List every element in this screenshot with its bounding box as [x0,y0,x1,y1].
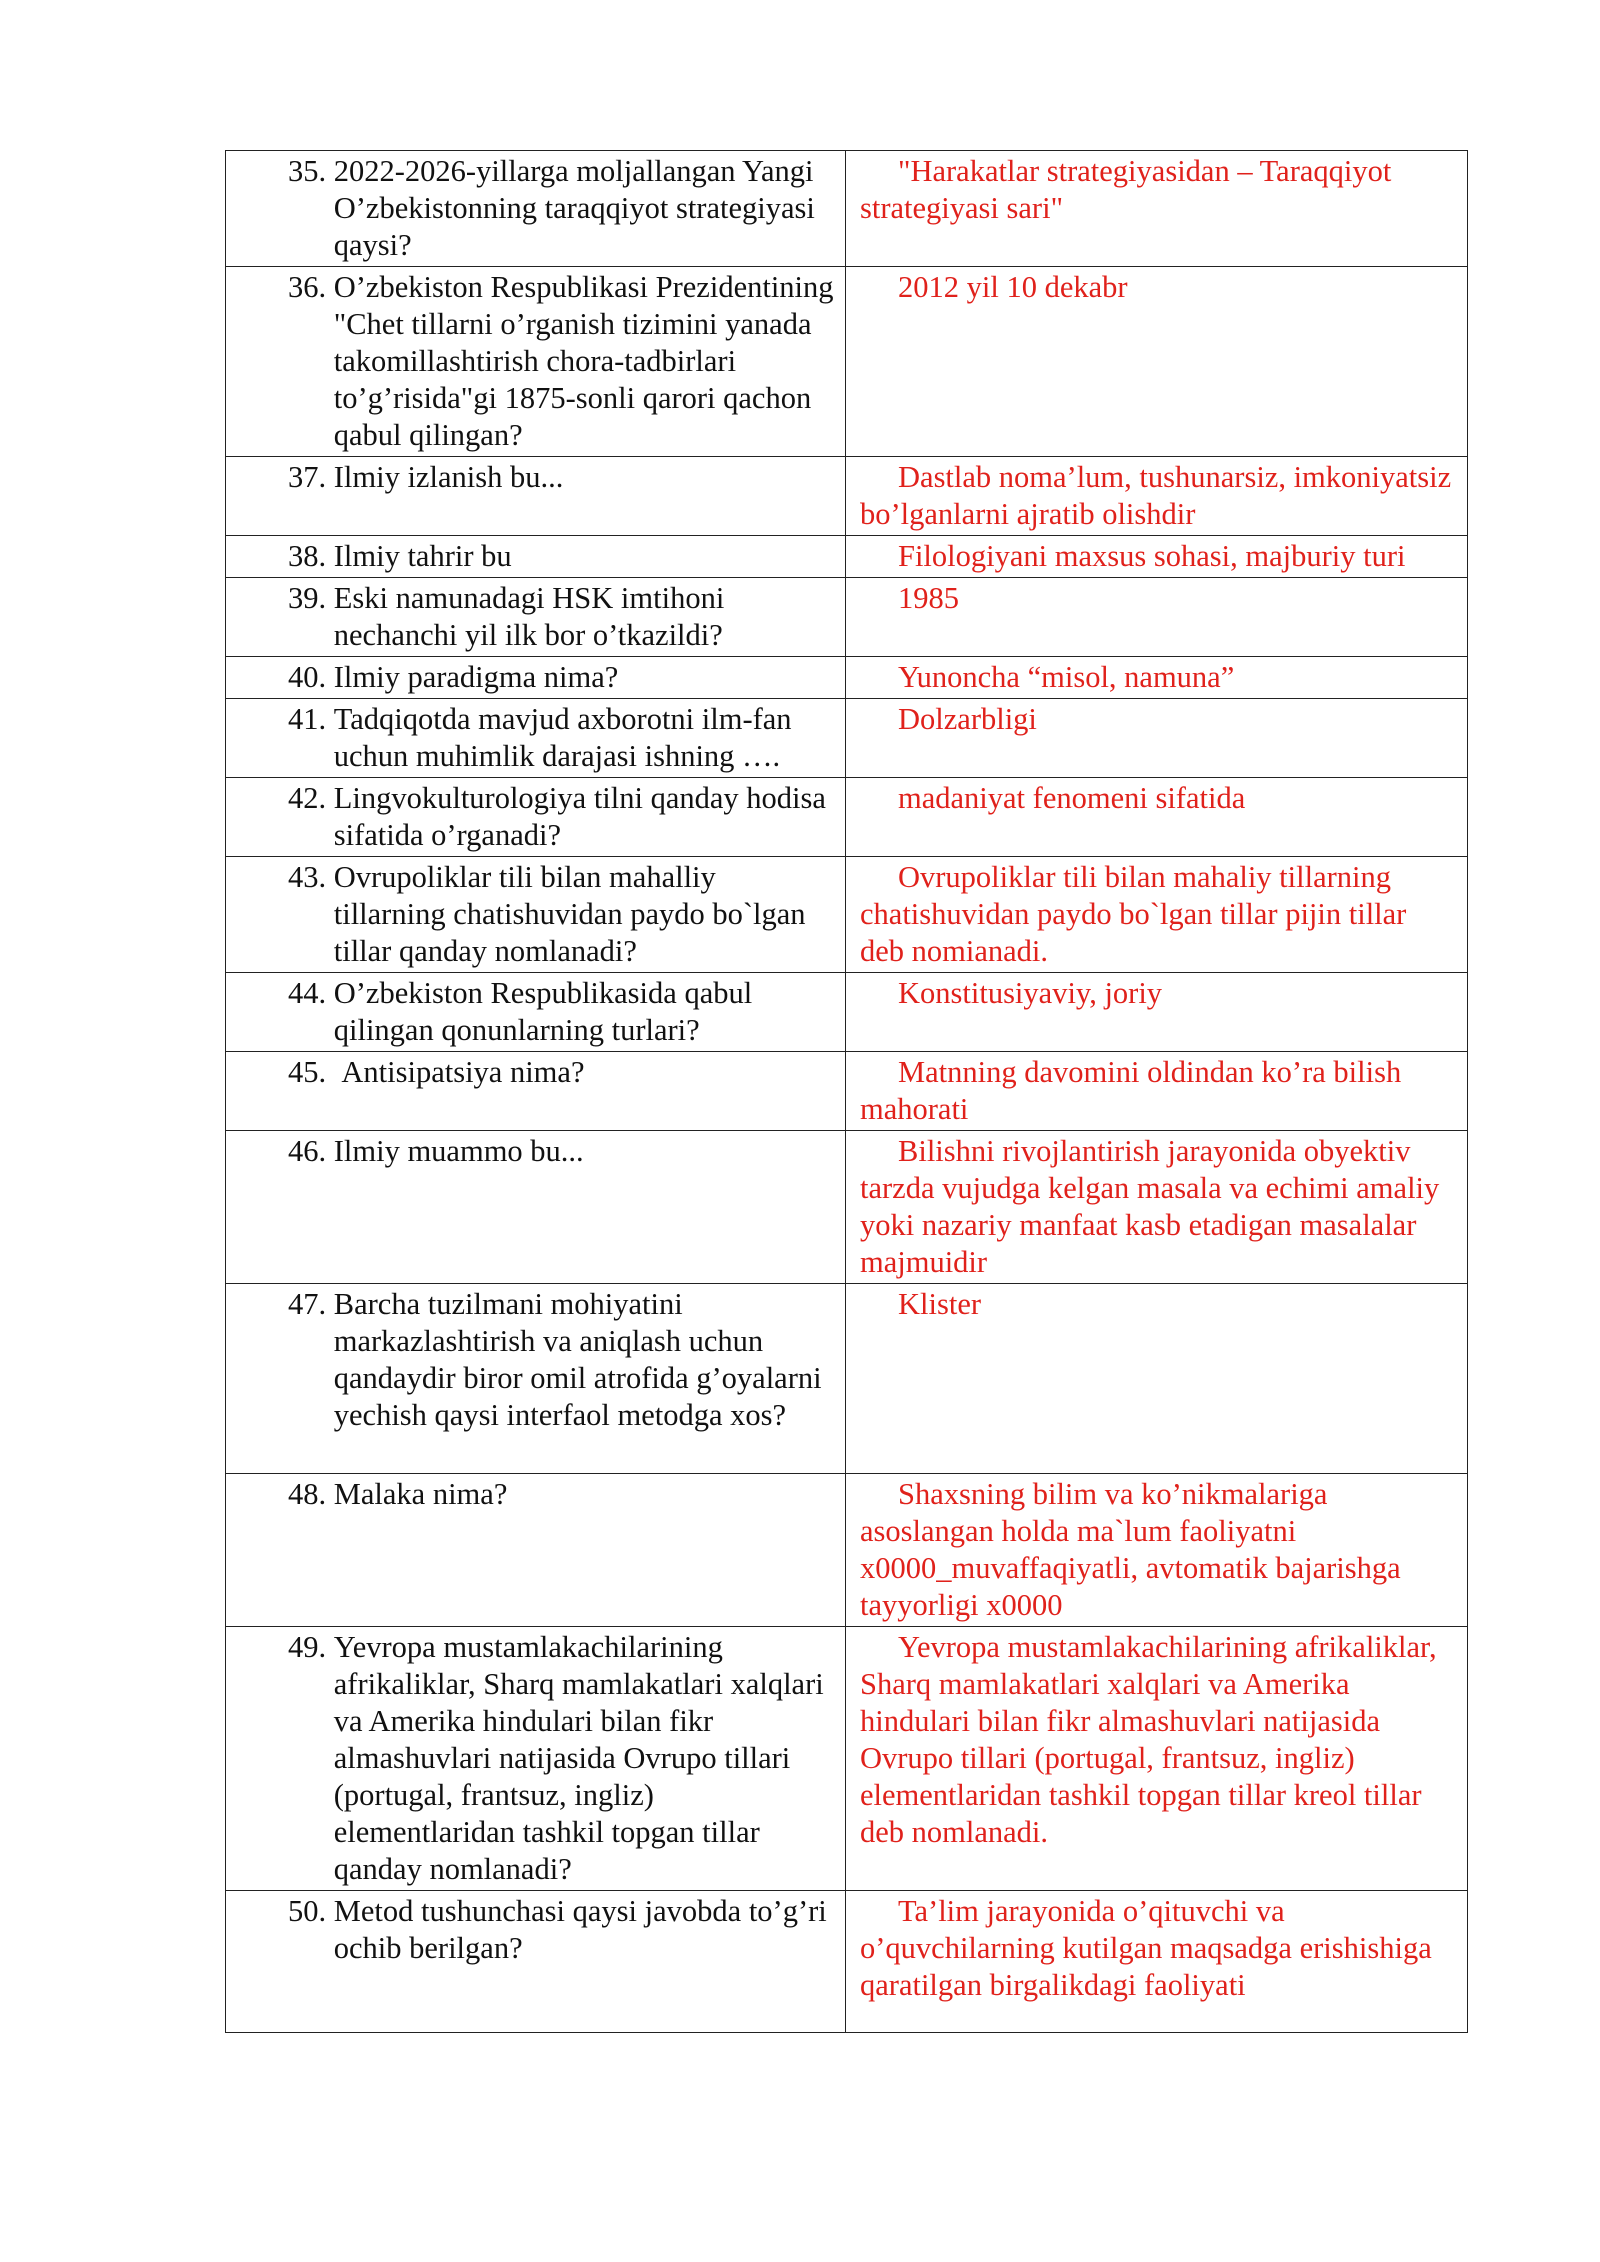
answer-text: Dastlab noma’lum, tushunarsiz, imkoniyatsiz bo’lganlarni ajratib olishdir [860,460,1452,531]
question-text: O’zbekiston Respublikasi Prezidentining "Chet tillarni o’rganish tizimini yanada takomillashtirish chora-tadbirlari to’g’risida"gi 1875-sonli qarori qachon qabul qilingan? [333,270,834,452]
table-row [226,536,1468,578]
table-row [226,151,1468,267]
question-text: Ilmiy paradigma nima? [333,660,619,694]
question-text: Tadqiqotda mavjud axborotni ilm-fan uchun muhimlik darajasi ishning …. [333,702,792,773]
answer-cell [846,536,1468,578]
question-text: O’zbekiston Respublikasida qabul qilingan qonunlarning turlari? [333,976,753,1047]
question-cell [226,1627,846,1891]
question-cell [226,973,846,1052]
table-row [226,699,1468,778]
question-wrapper [226,1474,845,1515]
answer-cell [846,1627,1468,1891]
answer-text: Ta’lim jarayonida o’qituvchi va o’quvchilarning kutilgan maqsadga erishishiga qaratilgan birgalikdagi faoliyati [860,1894,1432,2002]
question-text: Antisipatsiya nima? [341,1055,585,1089]
question-number: 48. [288,1477,334,1511]
question-cell [226,1131,846,1284]
table-row [226,1131,1468,1284]
answer-cell [846,657,1468,699]
question-cell [226,536,846,578]
question-wrapper [226,536,845,577]
answer-text: Konstitusiyaviy, joriy [898,976,1163,1010]
question-text: Ovrupoliklar tili bilan mahalliy tillarning chatishuvidan paydo bo`lgan tillar qanday nomlanadi? [333,860,806,968]
question-number: 35. [288,154,334,188]
answer-text: madaniyat fenomeni sifatida [898,781,1246,815]
question-wrapper [226,1891,845,1969]
table-row [226,457,1468,536]
question-number: 46. [288,1134,334,1168]
answer-cell [846,778,1468,857]
question-wrapper [226,457,845,498]
question-number: 40. [288,660,334,694]
question-cell [226,699,846,778]
answer-cell [846,578,1468,657]
answer-cell [846,267,1468,457]
answer-text: 1985 [898,581,959,615]
table-row [226,578,1468,657]
question-number: 43. [288,860,334,894]
answer-cell [846,151,1468,267]
answer-text: Matnning davomini oldindan ko’ra bilish mahorati [860,1055,1402,1126]
answer-cell [846,1474,1468,1627]
answer-cell [846,699,1468,778]
question-cell [226,267,846,457]
question-number: 45. [288,1055,342,1089]
question-number: 37. [288,460,334,494]
answer-cell [846,457,1468,536]
answer-cell [846,1131,1468,1284]
answer-text: "Harakatlar strategiyasidan – Taraqqiyot strategiyasi sari" [860,154,1392,225]
question-number: 47. [288,1287,334,1321]
question-cell [226,657,846,699]
question-number: 42. [288,781,334,815]
question-text: Yevropa mustamlakachilarining afrikaliklar, Sharq mamlakatlari xalqlari va Amerika hindulari bilan fikr almashuvlari natijasida Ovrupo tillari (portugal, frantsuz, ingliz) elementlaridan tashkil topgan tillar qanday nomlanadi? [333,1630,824,1886]
question-text: 2022-2026-yillarga moljallangan Yangi O’zbekistonning taraqqiyot strategiyasi qaysi? [333,154,815,262]
answer-text: Klister [898,1287,982,1321]
answer-cell [846,1052,1468,1131]
table-row [226,267,1468,457]
answer-cell [846,857,1468,973]
qa-table-body [226,151,1468,2033]
question-wrapper [226,1284,845,1436]
question-wrapper [226,578,845,656]
table-row [226,1052,1468,1131]
question-text: Eski namunadagi HSK imtihoni nechanchi yil ilk bor o’tkazildi? [333,581,725,652]
question-number: 50. [288,1894,334,1928]
table-row [226,778,1468,857]
answer-text: Shaxsning bilim va ko’nikmalariga asoslangan holda ma`lum faoliyatni x0000_muvaffaqiyatli, avtomatik bajarishga tayyorligi x0000 [860,1477,1401,1622]
question-number: 36. [288,270,334,304]
answer-text: Yunoncha “misol, namuna” [898,660,1235,694]
table-row [226,1627,1468,1891]
question-cell [226,778,846,857]
question-number: 49. [288,1630,334,1664]
table-row [226,657,1468,699]
qa-table [225,150,1468,2033]
answer-text: Bilishni rivojlantirish jarayonida obyektiv tarzda vujudga kelgan masala va echimi amaliy yoki nazariy manfaat kasb etadigan masalalar majmuidir [860,1134,1440,1279]
question-cell [226,1284,846,1474]
question-wrapper [226,1627,845,1890]
question-text: Barcha tuzilmani mohiyatini markazlashtirish va aniqlash uchun qandaydir biror omil atrofida g’oyalarni yechish qaysi interfaol metodga xos? [333,1287,822,1432]
question-wrapper [226,857,845,972]
question-number: 39. [288,581,334,615]
question-cell [226,457,846,536]
question-wrapper [226,267,845,456]
answer-text: 2012 yil 10 dekabr [898,270,1128,304]
question-wrapper [226,778,845,856]
question-text: Ilmiy tahrir bu [333,539,512,573]
question-wrapper [226,973,845,1051]
answer-cell [846,1891,1468,2033]
question-wrapper [226,151,845,266]
question-text: Lingvokulturologiya tilni qanday hodisa sifatida o’rganadi? [333,781,826,852]
question-cell [226,578,846,657]
question-text: Metod tushunchasi qaysi javobda to’g’ri ochib berilgan? [333,1894,827,1965]
question-cell [226,1891,846,2033]
question-cell [226,151,846,267]
question-wrapper [226,657,845,698]
table-row [226,1474,1468,1627]
answer-text: Yevropa mustamlakachilarining afrikaliklar, Sharq mamlakatlari xalqlari va Amerika hindulari bilan fikr almashuvlari natijasida Ovrupo tillari (portugal, frantsuz, ingliz) elementlaridan tashkil topgan tillar kreol tillar deb nomlanadi. [860,1630,1437,1849]
answer-cell [846,973,1468,1052]
table-row [226,1284,1468,1474]
question-wrapper [226,699,845,777]
question-text: Malaka nima? [333,1477,508,1511]
question-number: 41. [288,702,334,736]
question-text: Ilmiy muammo bu... [333,1134,584,1168]
table-row [226,1891,1468,2033]
question-number: 38. [288,539,334,573]
question-wrapper [226,1052,845,1093]
table-row [226,973,1468,1052]
answer-text: Filologiyani maxsus sohasi, majburiy turi [898,539,1406,573]
table-row [226,857,1468,973]
question-text: Ilmiy izlanish bu... [333,460,564,494]
question-wrapper [226,1131,845,1172]
question-cell [226,857,846,973]
question-cell [226,1474,846,1627]
answer-cell [846,1284,1468,1474]
answer-text: Dolzarbligi [898,702,1037,736]
question-cell [226,1052,846,1131]
question-number: 44. [288,976,334,1010]
answer-text: Ovrupoliklar tili bilan mahaliy tillarning chatishuvidan paydo bo`lgan tillar pijin tillar deb nomianadi. [860,860,1407,968]
